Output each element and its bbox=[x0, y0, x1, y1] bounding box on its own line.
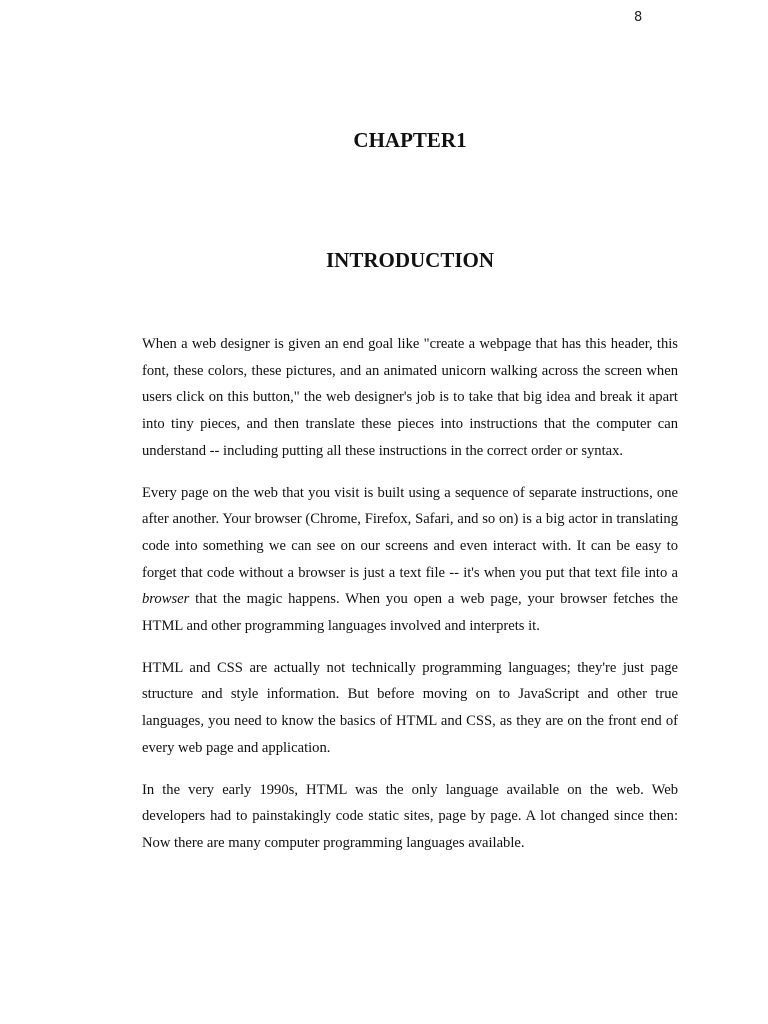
paragraph-2-text-before: Every page on the web that you visit is built using a sequence of separate instructions, one after another. Your browser (Chrome, Firefox, Safari, and so on) is a big actor in translating code into something we can see on our screens and even interact with. It can be easy to forget that code without a browser is just a text file -- it's when you put that text file into a bbox=[142, 484, 678, 581]
body-text bbox=[142, 331, 678, 872]
paragraph-1: When a web designer is given an end goal like "create a webpage that has this header, this font, these colors, these pictures, and an animated unicorn walking across the screen when users click on this button," the web designer's job is to take that big idea and break it apart into tiny pieces, and then translate these pieces into instructions that the computer can understand -- including putting all these instructions in the correct order or syntax. bbox=[142, 336, 678, 459]
paragraph-2 bbox=[142, 480, 678, 640]
paragraph-2-text-after: that the magic happens. When you open a web page, your browser fetches the HTML and other programming languages involved and interprets it. bbox=[142, 591, 678, 635]
chapter-title: INTRODUCTION bbox=[325, 248, 495, 272]
paragraph-4: In the very early 1990s, HTML was the only language available on the web. Web developers had to painstakingly code static sites, page by page. A lot changed since then: Now there are many computer programming languages available. bbox=[142, 781, 678, 851]
paragraph-3: HTML and CSS are actually not technically programming languages; they're just page structure and style information. But before moving on to JavaScript and other true languages, you need to know the basics of HTML and CSS, as they are on the front end of every web page and application. bbox=[142, 659, 678, 756]
chapter-label: CHAPTER1 bbox=[353, 128, 467, 152]
paragraph-2-emphasis: browser bbox=[142, 591, 190, 608]
page-number: 8 bbox=[634, 10, 643, 25]
